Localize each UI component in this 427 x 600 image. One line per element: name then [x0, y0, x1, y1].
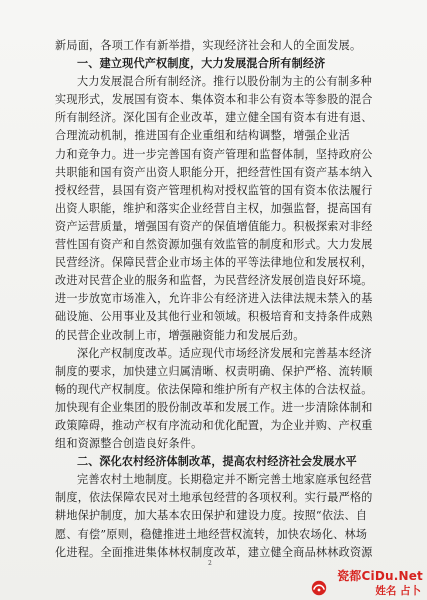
section-heading: 一、建立现代产权制度，大力发展混合所有制经济: [77, 57, 326, 71]
text-line: 资产运营质量，增强国有资产的保值增值能力。积极探索对非经: [55, 219, 373, 233]
text-line: 制度，依法保障农民对土地承包经营的各项权利。实行最严格的: [55, 491, 373, 505]
watermark-subtitle: 姓名 占卜: [375, 585, 421, 597]
text-line: 所有制经济。深化国有企业改革，建立健全国有资本有进有退、: [55, 111, 373, 125]
text-line: 实现形式，发展国有资本、集体资本和非公有资本等参股的混合: [55, 93, 373, 107]
text-line: 进一步放宽市场准入，允许非公有经济进入法律法规未禁入的基: [55, 292, 373, 306]
section-heading: 二、深化农村经济体制改革，提高农村经济社会发展水平: [77, 455, 357, 469]
text-line: 改进对民营企业的服务和监督，为民营经济发展创造良好环境。: [55, 274, 373, 288]
text-line: 础设施、公用事业及其他行业和领域。积极培育和支持条件成熟: [55, 310, 373, 324]
text-line: 民营经济。保障民营企业市场主体的平等法律地位和发展权利，: [55, 256, 373, 270]
text-line: 力和竞争力。进一步完善国有资产管理和监督体制，坚持政府公: [55, 147, 373, 161]
watermark-site: 瓷都CiDu.Net: [337, 569, 423, 583]
text-line: 政策障碍，推动产权有序流动和优化配置，为企业并购、产权重: [55, 418, 373, 432]
text-line: 畅的现代产权制度。依法保障和维护所有产权主体的合法权益。: [55, 382, 373, 396]
fortune-logo-icon: [311, 580, 327, 596]
text-line: 深化产权制度改革。适应现代市场经济发展和完善基本经济: [77, 346, 372, 360]
text-line: 授权经营，县国有资产管理机构对授权监管的国有资本依法履行: [55, 183, 373, 197]
text-line: 新局面，各项工作有新举措，实现经济社会和人的全面发展。: [55, 39, 362, 52]
page-number: 2: [208, 560, 212, 567]
text-line: 合理流动机制，推进国有企业重组和结构调整，增强企业活: [55, 129, 350, 143]
text-line: 的民营企业改制上市，增强融资能力和发展后劲。: [55, 328, 305, 342]
text-line: 愿、有偿”原则，稳健推进土地经营权流转，加快农场化、林场: [55, 527, 368, 541]
text-line: 营性国有资产和自然资源加强有效监管的制度和形式。大力发展: [55, 238, 373, 252]
text-line: 加快现有企业集团的股份制改革和发展工作。进一步清除体制和: [55, 400, 373, 414]
text-line: 化进程。全面推进集体林权制度改革，建立健全商品林林政资源: [55, 545, 373, 559]
text-line: 耕地保护制度，加大基本农田保护和建设力度。按照“依法、自: [55, 509, 368, 523]
text-line: 出资人职能，维护和落实企业经营自主权，加强监督，提高国有: [55, 201, 373, 215]
text-line: 完善农村土地制度。长期稳定并不断完善土地家庭承包经营: [77, 473, 372, 487]
text-line: 共职能和国有资产出资人职能分开，把经营性国有资产基本纳入: [55, 165, 373, 179]
watermark: [305, 564, 423, 598]
text-line: 大力发展混合所有制经济。推行以股份制为主的公有制多种: [77, 75, 372, 89]
document-body: [55, 37, 373, 562]
text-line: 组和资源整合创造良好条件。: [55, 437, 203, 451]
text-line: 制度的要求，加快建立归属清晰、权责明确、保护严格、流转顺: [55, 364, 373, 378]
